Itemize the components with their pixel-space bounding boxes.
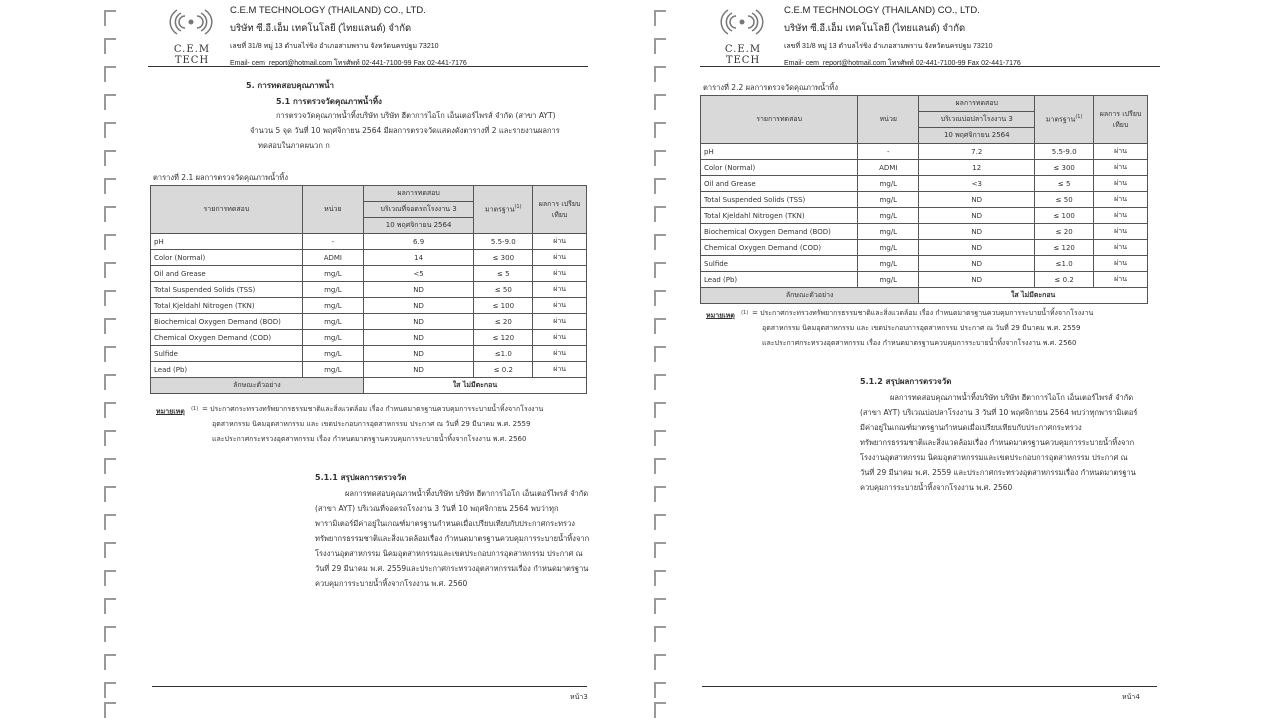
summary-paragraph: ผลการทดสอบคุณภาพน้ำทิ้งบริษัท บริษัท ฮีตาการไอโก เอ็นเตอร์ไพรส์ จำกัด (สาขา AYT) บริเวณบ่อปลาโรงงาน 3 วันที่ 10 พฤศจิกายน 2564 พบว่าทุกพารามิเตอร์ มีค่าอยู่ในเกณฑ์มาตรฐานกำหนดเมื่อเปรียบเทียบกับประกาศกระทรวง ทรัพยากรธรรมชาติและสิ่งแวดล้อมเรื่อง กำหนดมาตรฐานควบคุมการระบายน้ำทิ้งจาก โรงงานอุตสาหกรรม นิคมอุตสาหกรรมและเขตประกอบการอุตสาหกรรม ประกาศ ณ วันที่ 29 มีนาคม พ.ศ. 2559 และประกาศกระทรวงอุตสาหกรรมเรื่อง กำหนดมาตรฐาน ควบคุมการระบายน้ำทิ้งจากโรงงาน พ.ศ. 2560 (860, 393, 1138, 492)
cell-standard: ≤ 5 (1035, 176, 1094, 192)
cell-unit: mg/L (858, 224, 919, 240)
cell-unit: mg/L (858, 208, 919, 224)
footer-value: ใส ไม่มีตะกอน (363, 378, 586, 394)
table-note: หมายเหตุ $^{(1)}$ (706, 310, 749, 320)
table-note: หมายเหตุ $^{(1)}$ (156, 406, 199, 416)
results-table (700, 95, 1148, 304)
cell-standard: ≤ 20 (1035, 224, 1094, 240)
cell-unit: mg/L (302, 346, 363, 362)
company-name-en: C.E.M TECHNOLOGY (THAILAND) CO., LTD. (230, 5, 426, 16)
table-row (701, 192, 1148, 208)
col-header-location: บริเวณที่จอดรถโรงงาน 3 (363, 202, 474, 218)
company-logo (708, 4, 778, 66)
col-header-result: ผลการทดสอบ (919, 96, 1035, 112)
company-name-en: C.E.M TECHNOLOGY (THAILAND) CO., LTD. (784, 5, 980, 16)
col-header-compare: ผลการ เปรียบเทียบ (533, 186, 587, 234)
results-table (150, 185, 587, 394)
col-header-item: รายการทดสอบ (701, 96, 858, 144)
footer-divider (702, 686, 1157, 687)
signal-waves-icon (163, 4, 221, 44)
company-address: เลขที่ 31/8 หมู่ 13 ตำบลไร่ขิง อำเภอสามพราน จังหวัดนครปฐม 73210 (230, 43, 439, 50)
summary-heading: 5.1.1 สรุปผลการตรวจวัด (315, 473, 407, 482)
footer-divider (152, 686, 587, 687)
cell-parameter: Sulfide (151, 346, 303, 362)
cell-parameter: pH (151, 234, 303, 250)
section-heading: 5. การทดสอบคุณภาพน้ำ (246, 81, 335, 90)
company-name-th: บริษัท ซี.อี.เอ็ม เทคโนโลยี (ไทยแลนด์) จำกัด (230, 23, 412, 34)
cell-compare: ผ่าน (1094, 224, 1148, 240)
letterhead (230, 5, 467, 69)
cell-parameter: Oil and Grease (701, 176, 858, 192)
cell-compare: ผ่าน (533, 282, 587, 298)
company-contact: Email- cem_report@hotmail.com โทรศัพท์ 02-441-7100-99 Fax 02-441-7176 (230, 60, 467, 67)
cell-parameter: Color (Normal) (151, 250, 303, 266)
page-binding-holes (654, 0, 668, 720)
cell-result: <3 (919, 176, 1035, 192)
col-header-standard: มาตรฐาน$^{(1)}$ (1035, 96, 1094, 144)
intro-paragraph: การตรวจวัดคุณภาพน้ำทิ้งบริษัท บริษัท ฮีตาการไอโก เอ็นเตอร์ไพรส์ จำกัด (สาขา AYT) จำนวน 5 จุด วันที่ 10 พฤศจิกายน 2564 มีผลการตรวจวัดแสดงดังตารางที่ 2 และรายงานผลการ ทดสอบในภาคผนวก ก (250, 111, 560, 150)
cell-standard: ≤1.0 (474, 346, 533, 362)
document-page-left (110, 0, 590, 720)
cell-parameter: Chemical Oxygen Demand (COD) (151, 330, 303, 346)
cell-compare: ผ่าน (533, 362, 587, 378)
col-header-date: 10 พฤศจิกายน 2564 (919, 128, 1035, 144)
cell-standard: ≤ 20 (474, 314, 533, 330)
cell-unit: mg/L (858, 272, 919, 288)
table-caption: ตารางที่ 2.1 ผลการตรวจวัดคุณภาพน้ำทิ้ง (153, 173, 288, 182)
table-row (701, 240, 1148, 256)
cell-result: <5 (363, 266, 474, 282)
cell-compare: ผ่าน (533, 314, 587, 330)
table-row (701, 160, 1148, 176)
col-header-date: 10 พฤศจิกายน 2564 (363, 218, 474, 234)
col-header-item: รายการทดสอบ (151, 186, 303, 234)
cell-standard: ≤ 0.2 (474, 362, 533, 378)
cell-unit: ADMI (302, 250, 363, 266)
table-row (151, 314, 587, 330)
company-address: เลขที่ 31/8 หมู่ 13 ตำบลไร่ขิง อำเภอสามพราน จังหวัดนครปฐม 73210 (784, 43, 993, 50)
table-row (701, 208, 1148, 224)
cell-compare: ผ่าน (533, 346, 587, 362)
cell-compare: ผ่าน (533, 298, 587, 314)
cell-standard: ≤ 300 (474, 250, 533, 266)
company-logo (157, 4, 227, 66)
cell-standard: ≤ 300 (1035, 160, 1094, 176)
footer-label: ลักษณะตัวอย่าง (151, 378, 364, 394)
header-divider (700, 66, 1160, 67)
table-row (151, 362, 587, 378)
cell-standard: 5.5-9.0 (1035, 144, 1094, 160)
cell-compare: ผ่าน (1094, 176, 1148, 192)
cell-standard: ≤ 50 (1035, 192, 1094, 208)
table-note-text: = ประกาศกระทรวงทรัพยากรธรรมชาติและสิ่งแวดล้อม เรื่อง กำหนดมาตรฐานควบคุมการระบายน้ำทิ้งจากโรงงาน อุตสาหกรรม นิคมอุตสาหกรรม และ เขตประกอบการอุตสาหกรรม ประกาศ ณ วันที่ 29 มีนาคม พ.ศ. 2559 และประกาศกระทรวงอุตสาหกรรม เรื่อง กำหนดมาตรฐานควบคุมการระบายน้ำทิ้งจากโรงงาน พ.ศ. 2560 (202, 405, 544, 443)
document-page-right (660, 0, 1160, 720)
cell-parameter: Lead (Pb) (151, 362, 303, 378)
summary-paragraph: ผลการทดสอบคุณภาพน้ำทิ้งบริษัท บริษัท ฮีตาการไอโก เอ็นเตอร์ไพรส์ จำกัด (สาขา AYT) บริเวณที่จอดรถโรงงาน 3 วันที่ 10 พฤศจิกายน 2564 พบว่าทุก พารามิเตอร์มีค่าอยู่ในเกณฑ์มาตรฐานกำหนดเมื่อเปรียบเทียบกับประกาศกระทรวง ทรัพยากรธรรมชาติและสิ่งแวดล้อมเรื่อง กำหนดมาตรฐานควบคุมการระบายน้ำทิ้งจาก โรงงานอุตสาหกรรม นิคมอุตสาหกรรมและเขตประกอบการอุตสาหกรรม ประกาศ ณ วันที่ 29 มีนาคม พ.ศ. 2559และประกาศกระทรวงอุตสาหกรรมเรื่อง กำหนดมาตรฐาน ควบคุมการระบายน้ำทิ้งจากโรงงาน พ.ศ. 2560 (315, 489, 590, 588)
col-header-unit: หน่วย (302, 186, 363, 234)
cell-result: 12 (919, 160, 1035, 176)
cell-result: ND (919, 272, 1035, 288)
col-header-unit: หน่วย (858, 96, 919, 144)
cell-result: ND (363, 346, 474, 362)
cell-unit: mg/L (858, 256, 919, 272)
cell-parameter: Chemical Oxygen Demand (COD) (701, 240, 858, 256)
cell-standard: ≤ 5 (474, 266, 533, 282)
col-header-compare: ผลการ เปรียบเทียบ (1094, 96, 1148, 144)
cell-unit: mg/L (858, 240, 919, 256)
cell-unit: mg/L (302, 298, 363, 314)
cell-unit: mg/L (302, 362, 363, 378)
cell-unit: mg/L (302, 330, 363, 346)
cell-unit: - (858, 144, 919, 160)
cell-result: ND (363, 314, 474, 330)
cell-result: ND (363, 362, 474, 378)
cell-unit: mg/L (302, 282, 363, 298)
subsection-heading: 5.1 การตรวจวัดคุณภาพน้ำทิ้ง (276, 97, 382, 106)
table-row (151, 250, 587, 266)
cell-parameter: Total Kjeldahl Nitrogen (TKN) (701, 208, 858, 224)
header-divider (148, 66, 588, 67)
company-name-th: บริษัท ซี.อี.เอ็ม เทคโนโลยี (ไทยแลนด์) จำกัด (784, 23, 966, 34)
letterhead (784, 5, 1021, 69)
table-row (701, 176, 1148, 192)
logo-text: C.E.M TECH (173, 44, 211, 66)
cell-standard: ≤ 100 (1035, 208, 1094, 224)
logo-text: C.E.M TECH (724, 44, 762, 66)
cell-compare: ผ่าน (1094, 208, 1148, 224)
cell-compare: ผ่าน (1094, 240, 1148, 256)
page-binding-holes (104, 0, 118, 720)
table-row (151, 298, 587, 314)
col-header-standard: มาตรฐาน$^{(1)}$ (474, 186, 533, 234)
table-row (701, 144, 1148, 160)
page-number: หน้า3 (570, 693, 588, 701)
cell-standard: 5.5-9.0 (474, 234, 533, 250)
table-row (151, 330, 587, 346)
cell-compare: ผ่าน (533, 266, 587, 282)
cell-parameter: Biochemical Oxygen Demand (BOD) (701, 224, 858, 240)
cell-compare: ผ่าน (1094, 192, 1148, 208)
footer-label: ลักษณะตัวอย่าง (701, 288, 919, 304)
table-note-text: = ประกาศกระทรวงทรัพยากรธรรมชาติและสิ่งแวดล้อม เรื่อง กำหนดมาตรฐานควบคุมการระบายน้ำทิ้งจากโรงงาน อุตสาหกรรม นิคมอุตสาหกรรม และ เขตประกอบการอุตสาหกรรม ประกาศ ณ วันที่ 29 มีนาคม พ.ศ. 2559 และประกาศกระทรวงอุตสาหกรรม เรื่อง กำหนดมาตรฐานควบคุมการระบายน้ำทิ้งจากโรงงาน พ.ศ. 2560 (752, 309, 1094, 347)
company-contact: Email- cem_report@hotmail.com โทรศัพท์ 02-441-7100-99 Fax 02-441-7176 (784, 60, 1021, 67)
cell-unit: mg/L (302, 266, 363, 282)
cell-standard: ≤ 0.2 (1035, 272, 1094, 288)
cell-result: ND (363, 330, 474, 346)
cell-parameter: Color (Normal) (701, 160, 858, 176)
cell-unit: mg/L (858, 176, 919, 192)
cell-standard: ≤ 50 (474, 282, 533, 298)
cell-unit: - (302, 234, 363, 250)
col-header-result: ผลการทดสอบ (363, 186, 474, 202)
footer-value: ใส ไม่มีตะกอน (919, 288, 1148, 304)
table-row (151, 346, 587, 362)
cell-standard: ≤1.0 (1035, 256, 1094, 272)
table-row (151, 266, 587, 282)
cell-unit: mg/L (302, 314, 363, 330)
cell-unit: mg/L (858, 192, 919, 208)
cell-unit: ADMI (858, 160, 919, 176)
cell-compare: ผ่าน (1094, 160, 1148, 176)
cell-result: ND (919, 224, 1035, 240)
cell-compare: ผ่าน (1094, 256, 1148, 272)
cell-compare: ผ่าน (533, 250, 587, 266)
cell-parameter: Total Kjeldahl Nitrogen (TKN) (151, 298, 303, 314)
cell-standard: ≤ 100 (474, 298, 533, 314)
cell-result: ND (919, 192, 1035, 208)
table-row (701, 256, 1148, 272)
table-row (701, 224, 1148, 240)
cell-result: 7.2 (919, 144, 1035, 160)
cell-parameter: Sulfide (701, 256, 858, 272)
cell-parameter: Biochemical Oxygen Demand (BOD) (151, 314, 303, 330)
cell-parameter: Total Suspended Solids (TSS) (151, 282, 303, 298)
cell-compare: ผ่าน (533, 330, 587, 346)
cell-parameter: Lead (Pb) (701, 272, 858, 288)
cell-compare: ผ่าน (533, 234, 587, 250)
cell-parameter: pH (701, 144, 858, 160)
page-number: หน้า4 (1122, 693, 1140, 701)
signal-waves-icon (714, 4, 772, 44)
cell-standard: ≤ 120 (474, 330, 533, 346)
cell-parameter: Total Suspended Solids (TSS) (701, 192, 858, 208)
cell-compare: ผ่าน (1094, 144, 1148, 160)
cell-compare: ผ่าน (1094, 272, 1148, 288)
cell-standard: ≤ 120 (1035, 240, 1094, 256)
table-row (151, 282, 587, 298)
summary-heading: 5.1.2 สรุปผลการตรวจวัด (860, 377, 952, 386)
cell-result: ND (363, 282, 474, 298)
table-row (151, 234, 587, 250)
cell-parameter: Oil and Grease (151, 266, 303, 282)
cell-result: 6.9 (363, 234, 474, 250)
cell-result: 14 (363, 250, 474, 266)
cell-result: ND (919, 240, 1035, 256)
table-caption: ตารางที่ 2.2 ผลการตรวจวัดคุณภาพน้ำทิ้ง (703, 83, 838, 92)
cell-result: ND (363, 298, 474, 314)
cell-result: ND (919, 208, 1035, 224)
table-row (701, 272, 1148, 288)
cell-result: ND (919, 256, 1035, 272)
col-header-location: บริเวณบ่อปลาโรงงาน 3 (919, 112, 1035, 128)
